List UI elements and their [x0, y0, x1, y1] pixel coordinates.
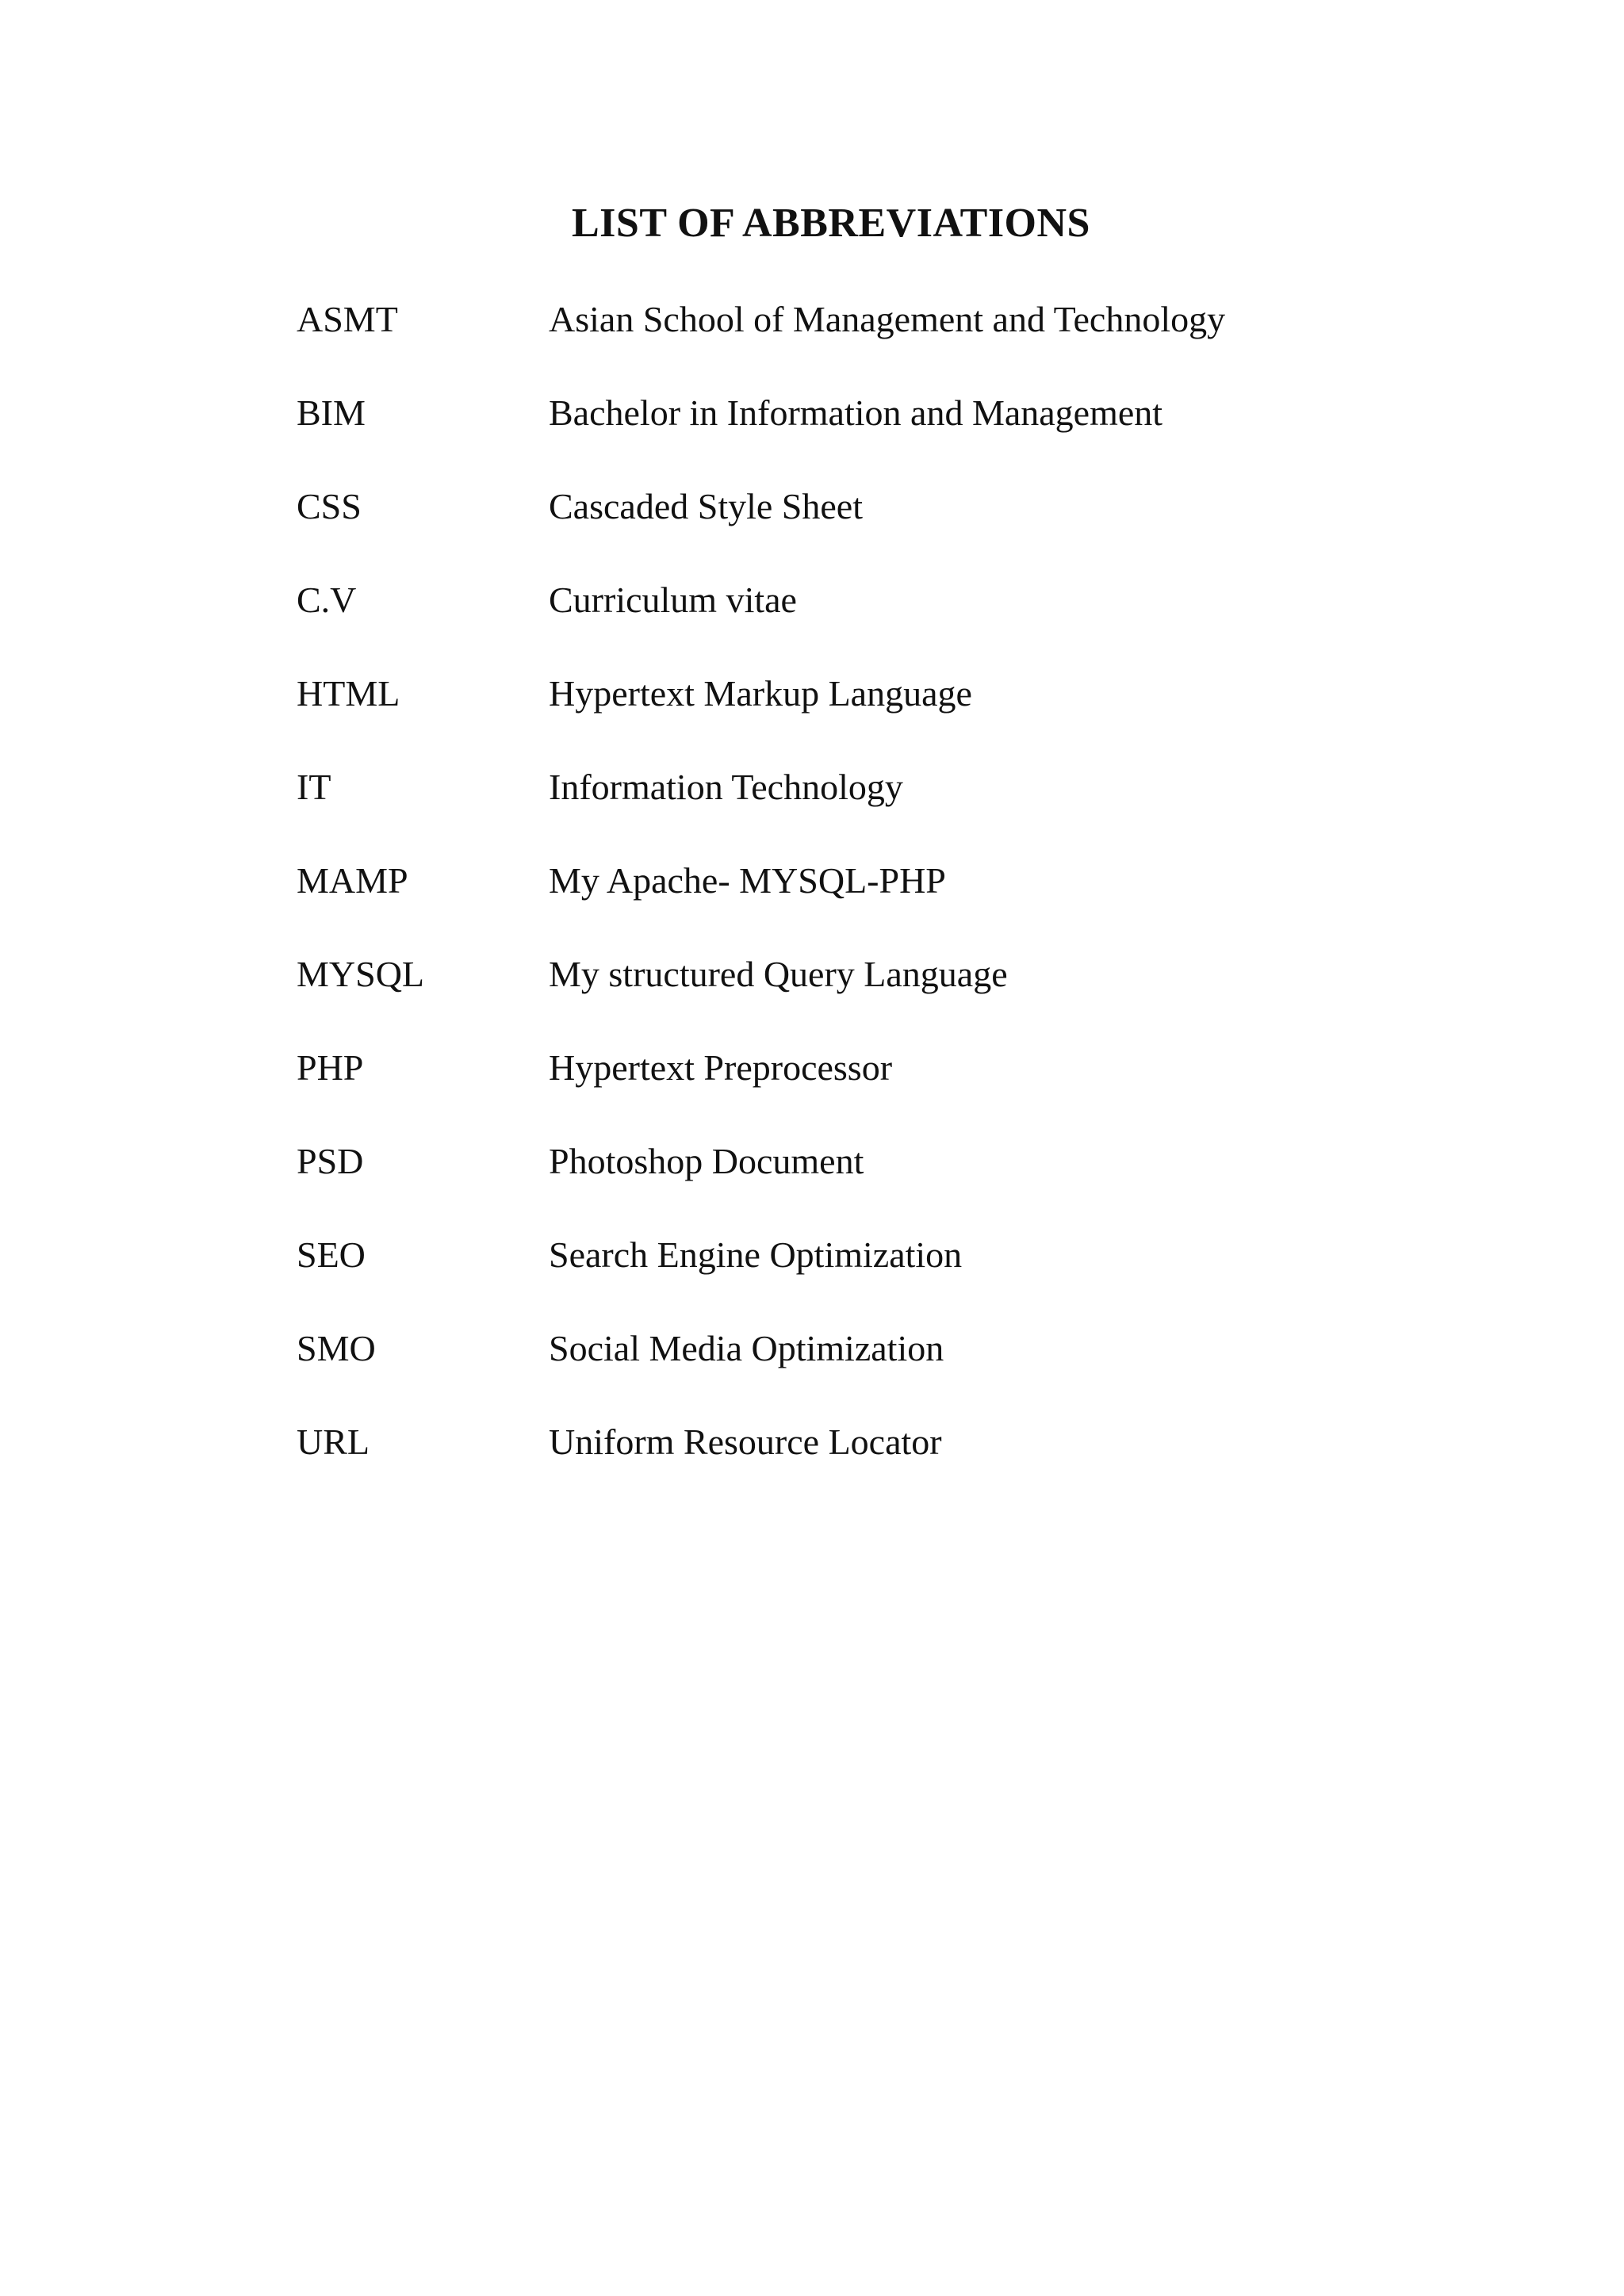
- abbreviation-term: IT: [297, 767, 331, 807]
- abbreviation-row: [297, 1233, 1407, 1326]
- abbreviation-term: PSD: [297, 1141, 364, 1181]
- abbreviation-definition: Information Technology: [549, 767, 903, 807]
- abbreviation-row: [297, 952, 1407, 1046]
- abbreviation-row: [297, 578, 1407, 672]
- abbreviation-list: [297, 297, 1407, 1513]
- page-title: LIST OF ABBREVIATIONS: [572, 201, 1090, 246]
- abbreviation-definition: Search Engine Optimization: [549, 1234, 963, 1275]
- abbreviation-term: ASMT: [297, 299, 398, 339]
- abbreviation-definition: Photoshop Document: [549, 1141, 864, 1181]
- abbreviation-term: MYSQL: [297, 954, 425, 994]
- abbreviation-definition: Hypertext Markup Language: [549, 673, 972, 714]
- abbreviation-term: CSS: [297, 486, 362, 526]
- abbreviation-row: [297, 1326, 1407, 1420]
- abbreviation-row: [297, 859, 1407, 952]
- abbreviation-definition: Bachelor in Information and Management: [549, 392, 1163, 433]
- abbreviation-row: [297, 484, 1407, 578]
- abbreviation-definition: My structured Query Language: [549, 954, 1008, 994]
- abbreviation-term: HTML: [297, 673, 400, 714]
- abbreviation-row: [297, 391, 1407, 484]
- abbreviation-definition: My Apache- MYSQL-PHP: [549, 860, 946, 901]
- abbreviation-row: [297, 1139, 1407, 1233]
- abbreviation-row: [297, 1420, 1407, 1513]
- abbreviation-definition: Social Media Optimization: [549, 1328, 944, 1368]
- abbreviation-definition: Curriculum vitae: [549, 580, 797, 620]
- abbreviation-term: MAMP: [297, 860, 408, 901]
- abbreviation-row: [297, 765, 1407, 859]
- abbreviation-definition: Hypertext Preprocessor: [549, 1047, 893, 1088]
- abbreviation-term: PHP: [297, 1047, 364, 1088]
- abbreviation-row: [297, 672, 1407, 765]
- abbreviation-definition: Asian School of Management and Technology: [549, 299, 1226, 339]
- abbreviation-term: SEO: [297, 1234, 366, 1275]
- abbreviation-term: SMO: [297, 1328, 376, 1368]
- abbreviation-term: URL: [297, 1422, 370, 1462]
- abbreviation-term: BIM: [297, 392, 366, 433]
- abbreviation-row: [297, 1046, 1407, 1139]
- abbreviation-definition: Uniform Resource Locator: [549, 1422, 942, 1462]
- abbreviation-row: [297, 297, 1407, 391]
- abbreviation-term: C.V: [297, 580, 357, 620]
- abbreviation-definition: Cascaded Style Sheet: [549, 486, 864, 526]
